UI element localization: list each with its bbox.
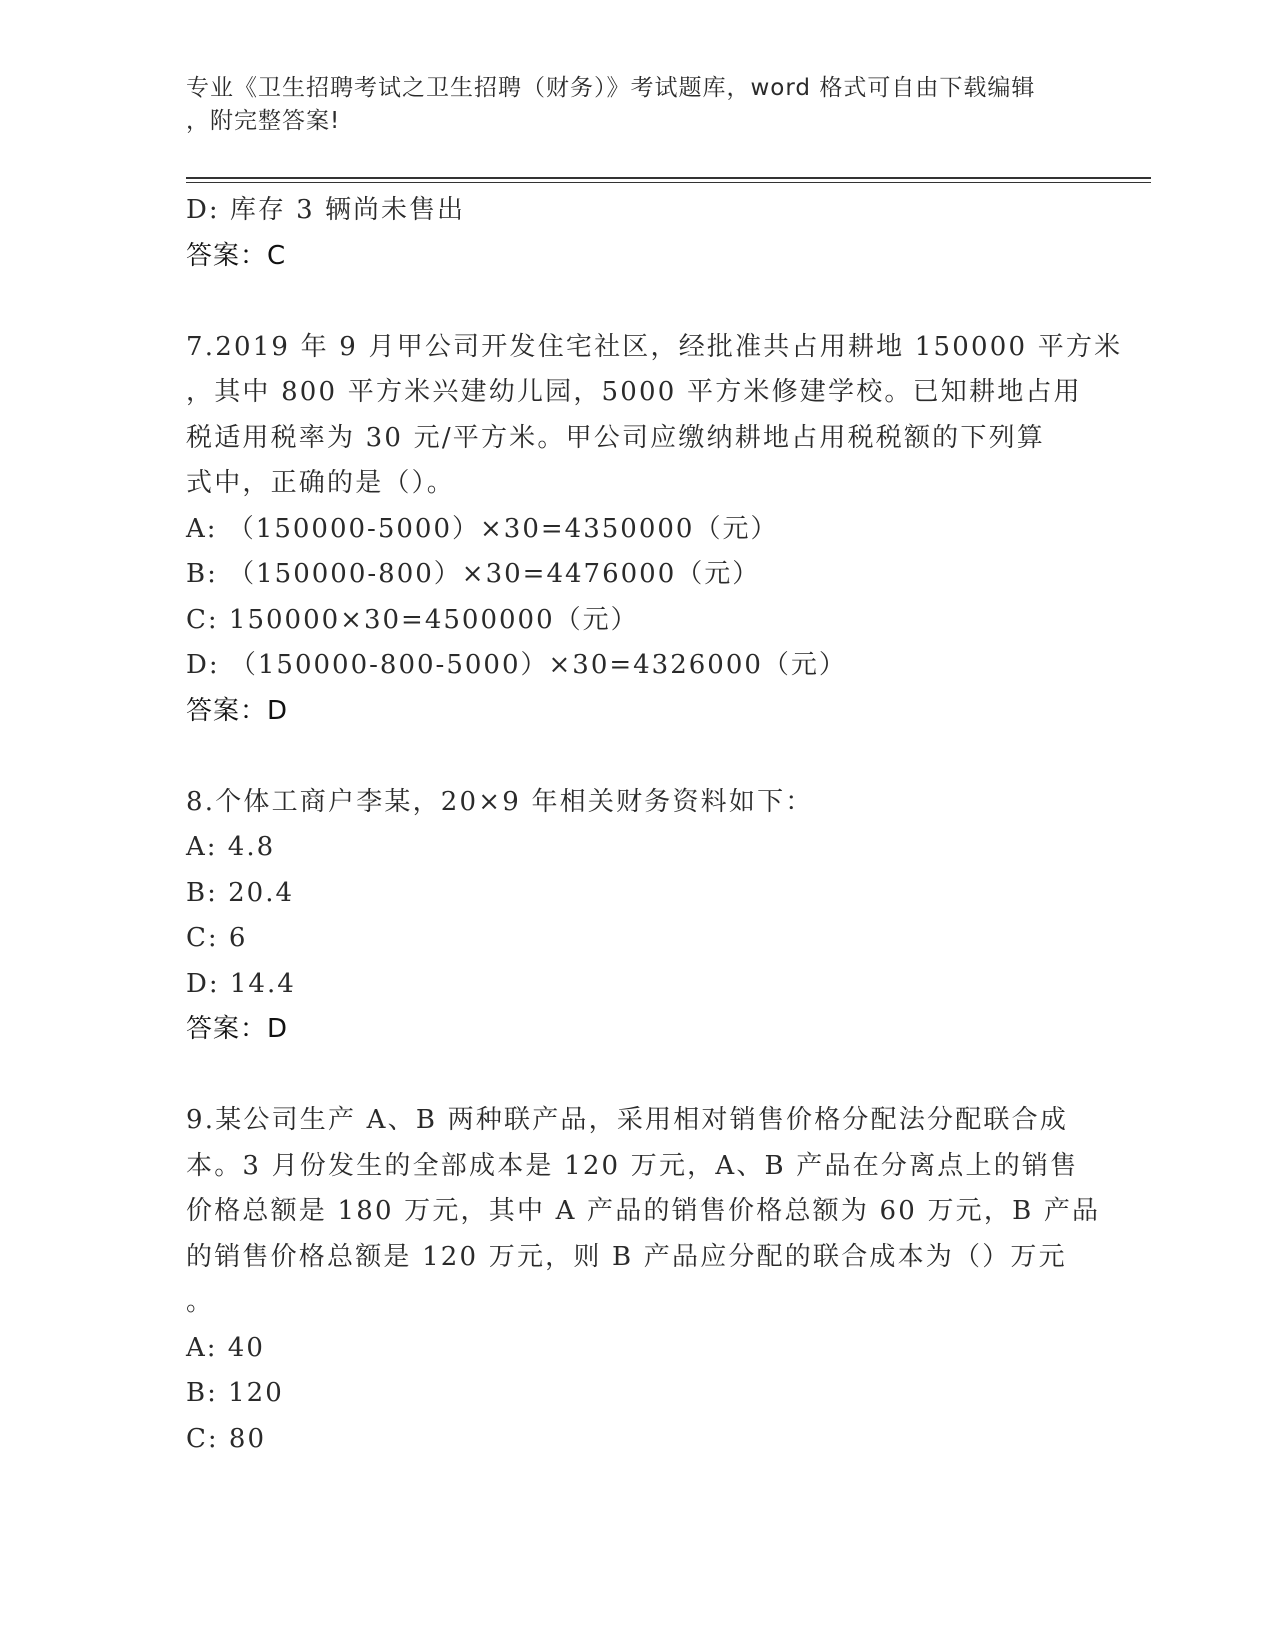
question-7-line: ，其中 800 平方米兴建幼儿园，5000 平方米修建学校。已知耕地占用 [186,377,1082,407]
question-8-option-b: B: 20.4 [186,877,295,908]
question-9-option-c: C: 80 [186,1423,267,1454]
question-9-option-b: B: 120 [186,1378,284,1408]
question-7-option-c: C: 150000×30=4500000（元） [186,604,639,635]
question-9-line: 的销售价格总额是 120 万元，则 B 产品应分配的联合成本为（）万元 [186,1241,1067,1272]
question-7-option-d: D: （150000-800-5000）×30=4326000（元） [186,650,847,680]
question-9-text [186,1098,1101,1326]
question-7-option-a: A: （150000-5000）×30=4350000（元） [186,513,779,544]
document-header [186,72,1066,138]
question-8-option-d: D: 14.4 [186,968,296,999]
question-7-line: 式中，正确的是（）。 [186,468,456,498]
question-7-answer: 答案：D [186,695,289,726]
prev-answer: 答案：C [186,240,287,271]
question-9-line: 9.某公司生产 A、B 两种联产品，采用相对销售价格分配法分配联合成 [186,1105,1069,1135]
question-7-line: 税适用税率为 30 元/平方米。甲公司应缴纳耕地占用税税额的下列算 [186,422,1045,453]
header-divider-thin [186,182,1151,183]
question-9-line: 价格总额是 180 万元，其中 A 产品的销售价格总额为 60 万元，B 产品 [186,1196,1101,1226]
question-content [186,188,1123,1462]
spacer [186,279,1086,325]
header-divider-thick [186,177,1151,179]
question-8-line: 8.个体工商户李某，20×9 年相关财务资料如下： [186,786,814,817]
question-7-option-b: B: （150000-800）×30=4476000（元） [186,559,761,589]
question-7-text [186,325,1123,507]
question-8-text [186,780,1086,826]
question-7-line: 7.2019 年 9 月甲公司开发住宅社区，经批准共占用耕地 150000 平方米 [186,331,1123,362]
spacer [186,1053,1086,1099]
header-line-1: 专业《卫生招聘考试之卫生招聘（财务）》考试题库，word 格式可自由下载编辑 [186,75,1036,101]
header-line-2: ，附完整答案! [186,108,341,134]
question-8-answer: 答案：D [186,1014,289,1044]
prev-option-d: D: 库存 3 辆尚未售出 [186,195,465,225]
question-8-option-c: C: 6 [186,923,248,953]
question-9-option-a: A: 40 [186,1332,265,1363]
question-9-line: 。 [186,1287,215,1317]
question-9-line: 本。3 月份发生的全部成本是 120 万元，A、B 产品在分离点上的销售 [186,1150,1079,1181]
question-8-option-a: A: 4.8 [186,832,276,862]
spacer [186,734,1086,780]
